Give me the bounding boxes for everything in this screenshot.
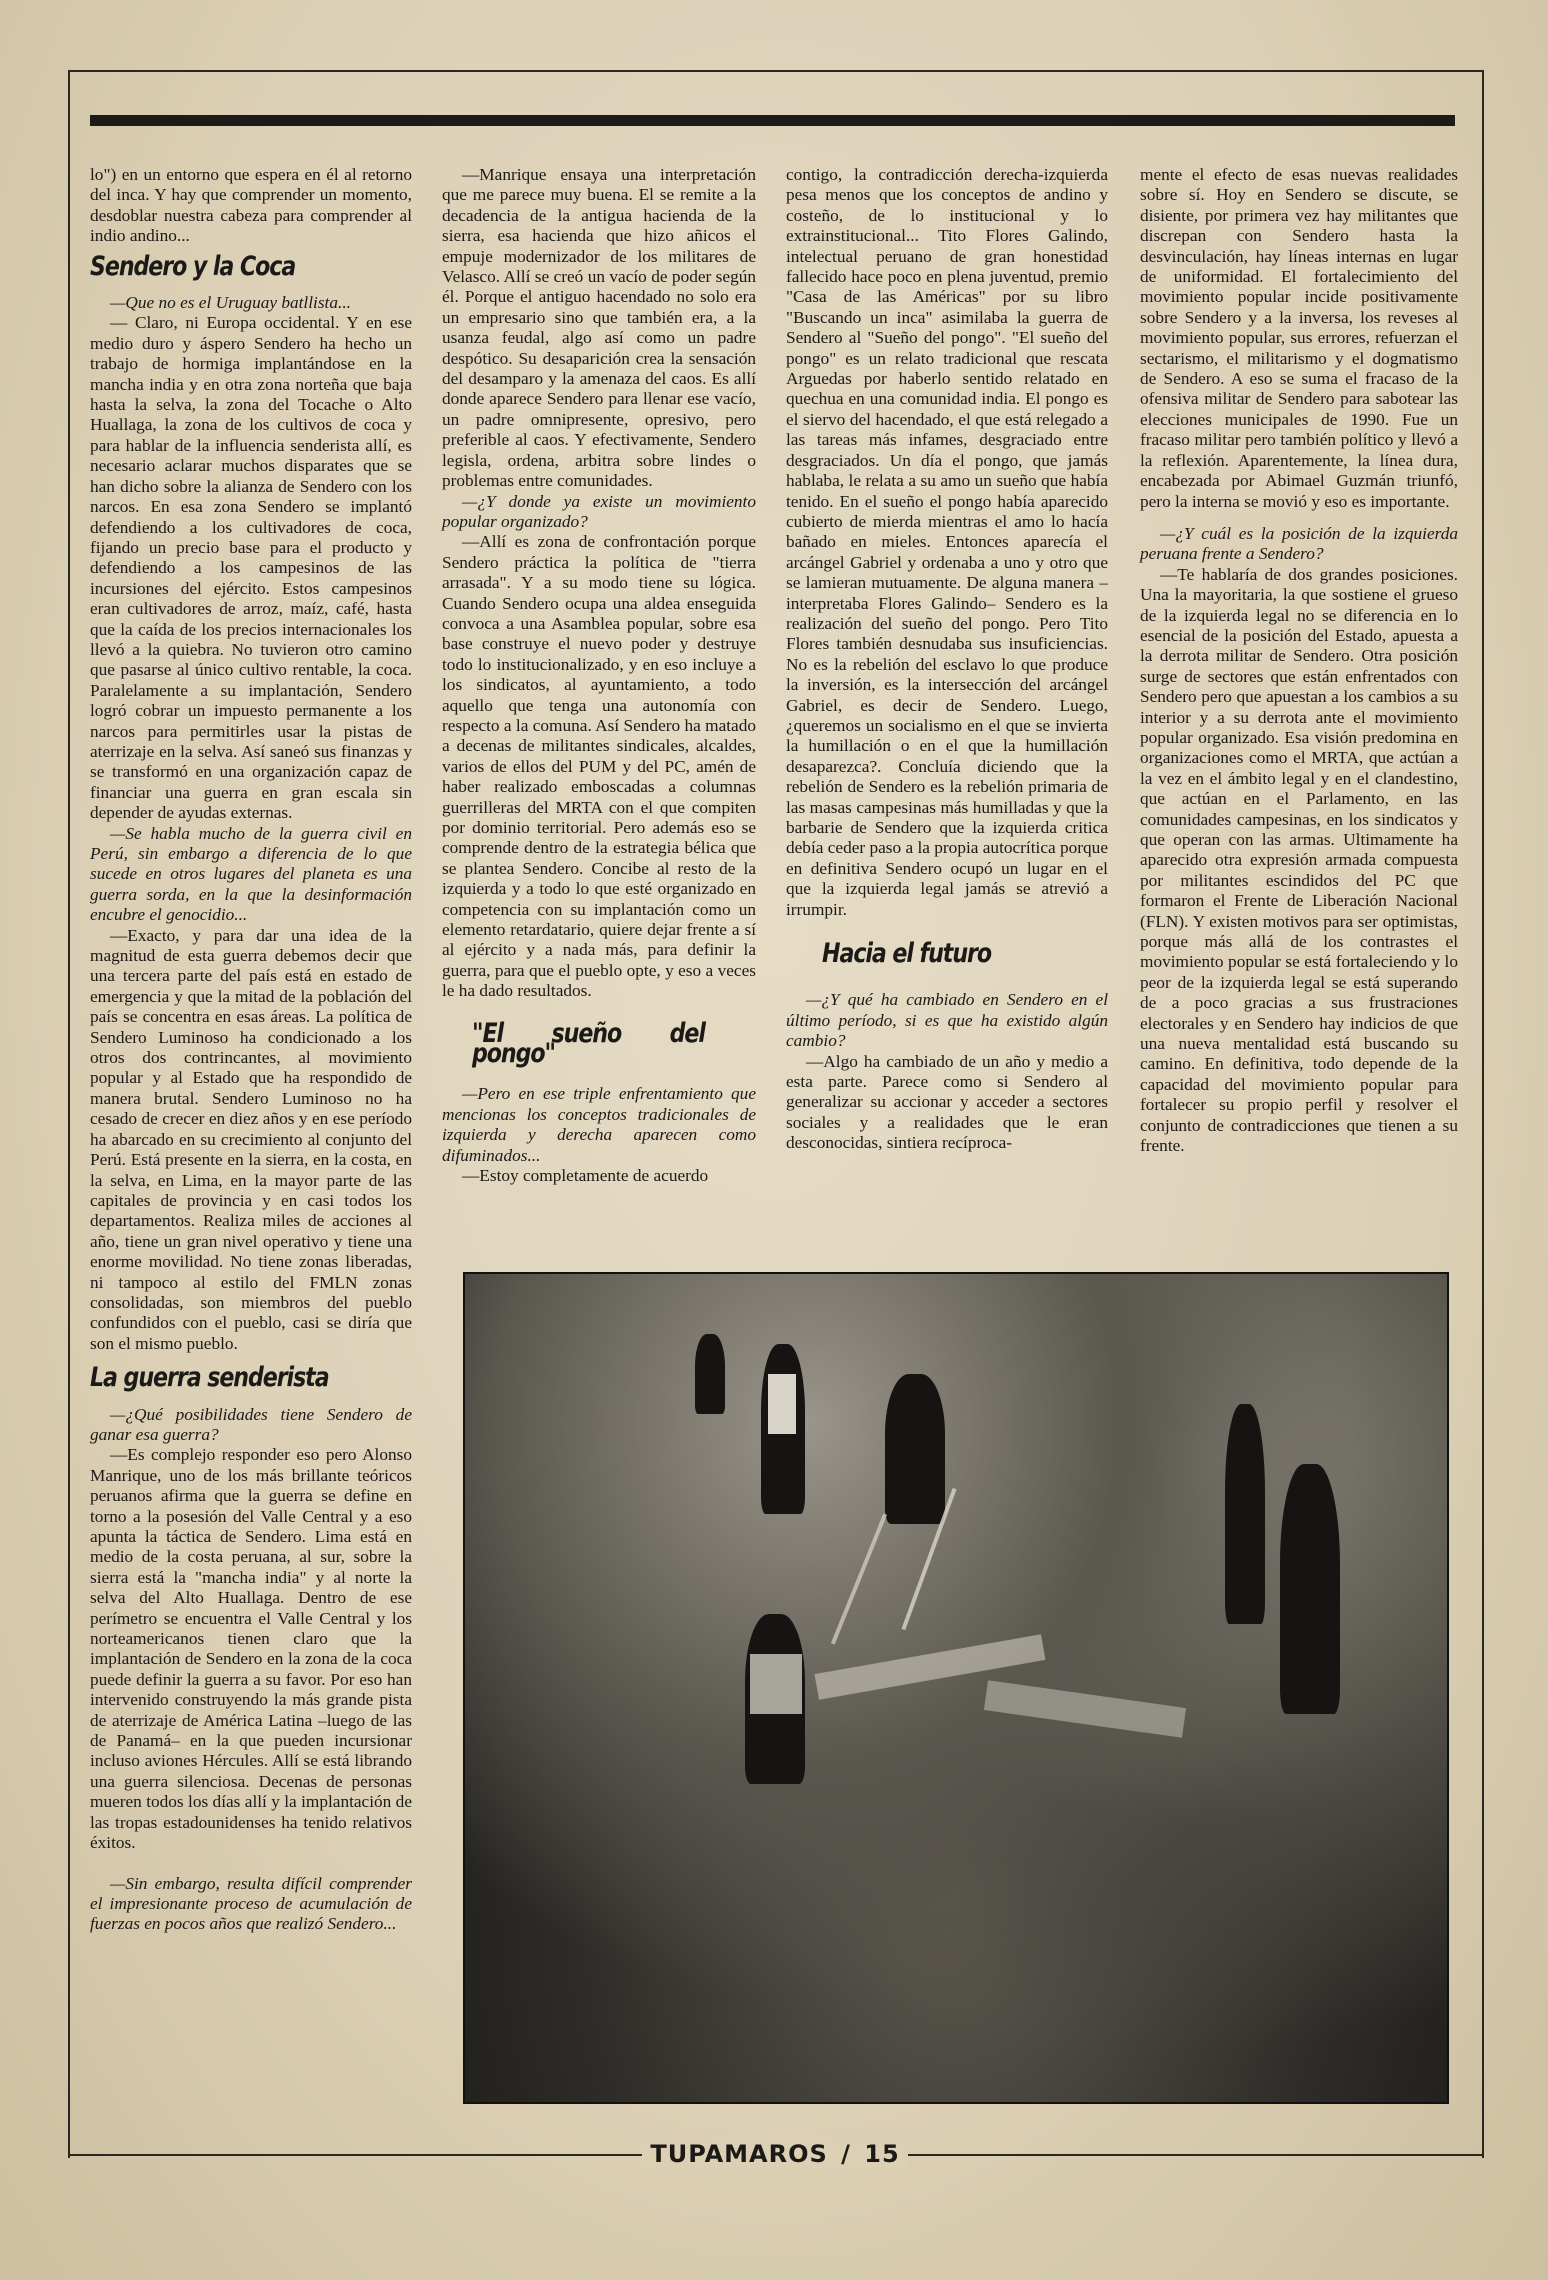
paragraph: lo") en un entorno que espera en él al retorno del inca. Y hay que comprender un momento, desdoblar nuestra cabeza para comprender al indio andino... <box>90 165 412 246</box>
header-rule <box>90 115 1455 126</box>
paragraph: —Algo ha cambiado de un año y medio a esta parte. Parece como si Sendero al generalizar su accionar y acceder a sectores sociales y a realidades que le eran desconocidas, sintiera recíproca- <box>786 1051 1108 1153</box>
paragraph: mente el efecto de esas nuevas realidades sobre sí. Hoy en Sendero se discute, se disiente, por primera vez hay militantes que discrepan con Sendero hasta la desvinculación, hay líneas internas en lugar de uniformidad. El fortalecimiento del movimiento popular incide positivamente sobre Sendero y a la inversa, los reveses al movimiento popular, sus errores, refuerzan el sectarismo, el militarismo y el dogmatismo de Sendero. A eso se suma el fracaso de la ofensiva militar de Sendero para sabotear las elecciones municipales de 1990. Fue un fracaso militar pero también político y llevó a la reflexión. Aparentemente, la línea dura, encabezada por Abimael Guzmán triunfó, pero la interna se movió y eso es importante. <box>1140 165 1458 511</box>
interview-question: —Sin embargo, resulta difícil comprender el impresionante proceso de acumulación de fuerzas en pocos años que realizó Sendero... <box>90 1873 412 1934</box>
paragraph: — Claro, ni Europa occidental. Y en ese medio duro y áspero Sendero ha hecho un trabajo de hormiga implantándose en la mancha india y en otra zona norteña que baja hasta la selva, la zona del Tocache o Alto Huallaga, la zona de los cultivos de coca y para hablar de la influencia senderista allí, es necesario aclarar muchos disparates que se han dicho sobre la alianza de Sendero con los narcos. En esa zona Sendero se implantó defendiendo a los cultivadores de coca, fijando un precio base para el producto y defendiendo a los campesinos de las incursiones del ejército. Estos campesinos eran cultivadores de arroz, maíz, café, hasta que la caída de los precios internacionales los llevó a la quiebra. No tuvieron otro camino que pasarse al único cultivo rentable, la coca. Paralelamente a su implantación, Sendero logró cobrar un impuesto permanente a los narcos para permitirles usar la pistas de aterrizaje en la selva. Así saneó sus finanzas y se transformó en una organización capaz de financiar una guerra en gran escala sin depender de ayudas externas. <box>90 313 412 823</box>
paragraph: —Te hablaría de dos grandes posiciones. Una la mayoritaria, la que sostiene el grueso de la izquierda legal no se diferencia en lo esencial de la posición del Estado, apuesta a la derrota militar de Sendero. Otra posición surge de sectores que están enfrentados con Sendero pero que apuestan a los cambios a su interior y a su derrota ante el movimiento popular organizado. Esa visión predomina en organizaciones como el MRTA, que actúan a la vez en el ámbito legal y en el clandestino, que actúan en el Parlamento, en las comunidades campesinas, en los sindicatos y que operan con las armas. Ultimamente ha aparecido otra expresión armada compuesta por militantes escindidos del PC que formaron el Frente de Liberación Nacional (FLN). Y existen motivos para ser optimistas, porque más allá de los contrastes el movimiento popular se está fortaleciendo y lo peor de la izquierda legal se está superando de a poco gracias a sus frustraciones electorales y en Sendero hay indicios de que una nueva mentalidad está buscando su camino. En definitiva, todo depende de la capacidad del movimiento popular para fortalecer su propio perfil y resolver el conjunto de contradicciones que tienen a su frente. <box>1140 564 1458 1156</box>
interview-question: —¿Y cuál es la posición de la izquierda peruana frente a Sendero? <box>1140 523 1458 564</box>
photo-machete <box>831 1513 887 1644</box>
interview-question: —Pero en ese triple enfrentamiento que mencionas los conceptos tradicionales de izquierda y derecha aparecen como difuminados... <box>442 1084 756 1165</box>
photo-figure <box>885 1374 945 1524</box>
publication-name: TUPAMAROS <box>650 2140 828 2168</box>
interview-question: —¿Y qué ha cambiado en Sendero en el último período, si es que ha existido algún cambio? <box>786 990 1108 1051</box>
paragraph: —Manrique ensaya una interpretación que me parece muy buena. El se remite a la decadencia de la antigua hacienda de la sierra, esa hacienda que hizo añicos el empuje modernizador de los militares de Velasco. Allí se creó un vacío de poder según él. Porque el antiguo hacendado no solo era un empresario sino que también era, a la usanza feudal, algo así como un padre despótico. Su desaparición crea la sensación del desamparo y la amenaza del caos. Es allí donde aparece Sendero para llenar ese vacío, un padre omnipresente, opresivo, pero preferible al caos. Y efectivamente, Sendero legisla, ordena, arbitra sobre lindes o problemas entre comunidades. <box>442 165 756 491</box>
photo-remains <box>984 1680 1186 1738</box>
page-number: 15 <box>864 2140 900 2168</box>
column-4 <box>1140 165 1458 1157</box>
interview-question: —¿Y donde ya existe un movimiento popular organizado? <box>442 491 756 531</box>
subheading-el-sueno-del-pongo: "El sueño del pongo" <box>472 1017 705 1070</box>
photo-figure-shirt <box>768 1374 796 1434</box>
column-2 <box>442 165 756 1187</box>
photo-figure <box>1225 1404 1265 1624</box>
paragraph: —Exacto, y para dar una idea de la magnitud de esta guerra debemos decir que una tercera parte del país está en estado de emergencia y que la mitad de la población del país se concentra en esas áreas. La política de Sendero Luminoso ha condicionado a los otros dos contrincantes, al movimiento popular y al Estado que ha respondido de manera brutal. Sendero Luminoso no ha cesado de crecer en diez años y en ese período ha abarcado en su crecimiento al conjunto del Perú. Está presente en la sierra, en la costa, en la selva, en Lima, en la mayor parte de las capitales de provincia y en casi todos los departamentos. Realiza miles de acciones al año, tiene un gran nivel operativo y tiene una enorme movilidad. No tiene zonas liberadas, ni tampoco al estilo del FMLN zonas consolidadas, son miembros del pueblo confundidos con el pueblo, casi se diría que son el mismo pueblo. <box>90 925 412 1353</box>
news-photograph <box>463 1272 1449 2104</box>
photo-figure-shirt <box>750 1654 802 1714</box>
paragraph: contigo, la contradicción derecha-izquierda pesa menos que los conceptos de andino y costeño, de lo institucional y lo extrainstitucional... Tito Flores Galindo, intelectual peruano de gran honestidad fallecido hace poco en plena juventud, premio "Casa de las Américas" por su libro "Buscando un inca" asimilaba la guerra de Sendero al "Sueño del pongo". "El sueño del pongo" es un relato tradicional que rescata Arguedas por haberlo sentido relatado en quechua en una comunidad india. El pongo es el siervo del hacendado, el que está relegado a las tareas más infames, desgraciado entre desgraciados. Un día el pongo, que jamás hablaba, le relata a su amo un sueño que había tenido. En el sueño el pongo había aparecido cubierto de mierda mientras el amo lo hacía bañado en mieles. Entonces aparecía el arcángel Gabriel y ordenaba a uno y otro que se lamieran mutuamente. De alguna manera –interpretaba Flores Galindo– Sendero es la realización del sueño del pongo. Pero Tito Flores también desnudaba sus insuficiencias. No es la rebelión del esclavo lo que produce la inversión, es la intersección del arcángel Gabriel, es decir de Sendero. Luego, ¿queremos un socialismo en el que se invierta la humillación o en el que la humillación desaparezca?. Concluía diciendo que la rebelión de Sendero es la rebelión primaria de las masas campesinas más humilladas y que la barbarie de Sendero que la izquierda critica debía ceder paso a la propia autocrítica porque en definitiva Sendero ocupó un lugar en el que la izquierda legal jamás se atrevió a irrumpir. <box>786 165 1108 919</box>
paragraph: —Allí es zona de confrontación porque Sendero práctica la política de "tierra arrasada". Y a su modo tiene su lógica. Cuando Sendero ocupa una aldea enseguida convoca a una Asamblea popular, sobre esa base construye el nuevo poder y destruye todo lo institucionalizado, y en eso incluye a los sindicatos, al ayuntamiento, a todo aquello que tenga una autonomía con respecto a la comuna. Así Sendero ha matado a decenas de militantes sindicales, alcaldes, varios de ellos del PUM y del PC, amén de haber realizado emboscadas a columnas guerrilleras del MRTA con el que compiten por dominio territorial. Pero además eso se comprende dentro de la estrategia bélica que se plantea Sendero. Concibe al resto de la izquierda y a todo lo que esté organizado en competencia con su implantación como un elemento retardatario, quiere dejar frente a sí al ejército y a nada más, para definir la guerra, para que el pueblo opte, y eso a veces le ha dado resultados. <box>442 532 756 1001</box>
interview-question: —Se habla mucho de la guerra civil en Perú, sin embargo a diferencia de lo que sucede en otros lugares del planeta es una guerra sorda, en la que la desinformación encubre el genocidio... <box>90 823 412 925</box>
interview-question: —Que no es el Uruguay batllista... <box>110 293 351 313</box>
paragraph: —Es complejo responder eso pero Alonso Manrique, uno de los más brillante teóricos peruanos afirma que la guerra se define en torno a la posesión del Valle Central y a eso apunta la táctica de Sendero. Lima está en medio de la costa peruana, al sur, sobre la sierra está la "mancha india" y al norte la selva del Alto Huallaga. Dentro de ese perímetro se encuentra el Valle Central y los norteamericanos tienen claro que la implantación de Sendero en la zona de la coca puede definir la guerra a su favor. Por eso han intervenido construyendo la más grande pista de aterrizaje de América Latina –luego de las de Panamá– en la que pueden incursionar incluso aviones Hércules. Allí se está librando una guerra silenciosa. Decenas de personas mueren todos los días allí y la implantación de las tropas estadounidenses ha tenido relativos éxitos. <box>90 1445 412 1853</box>
interview-question: —¿Qué posibilidades tiene Sendero de ganar esa guerra? <box>90 1404 412 1444</box>
page-footer <box>68 2140 1482 2172</box>
subheading-la-guerra-senderista: La guerra senderista <box>90 1362 329 1394</box>
footer-separator: / <box>837 2140 855 2168</box>
photo-figure <box>1280 1464 1340 1714</box>
column-1 <box>90 165 412 1935</box>
subheading-hacia-el-futuro: Hacia el futuro <box>822 938 992 970</box>
column-3 <box>786 165 1108 1154</box>
subheading-sendero-y-la-coca: Sendero y la Coca <box>90 250 296 282</box>
paragraph: —Estoy completamente de acuerdo <box>462 1166 709 1186</box>
photo-figure <box>695 1334 725 1414</box>
